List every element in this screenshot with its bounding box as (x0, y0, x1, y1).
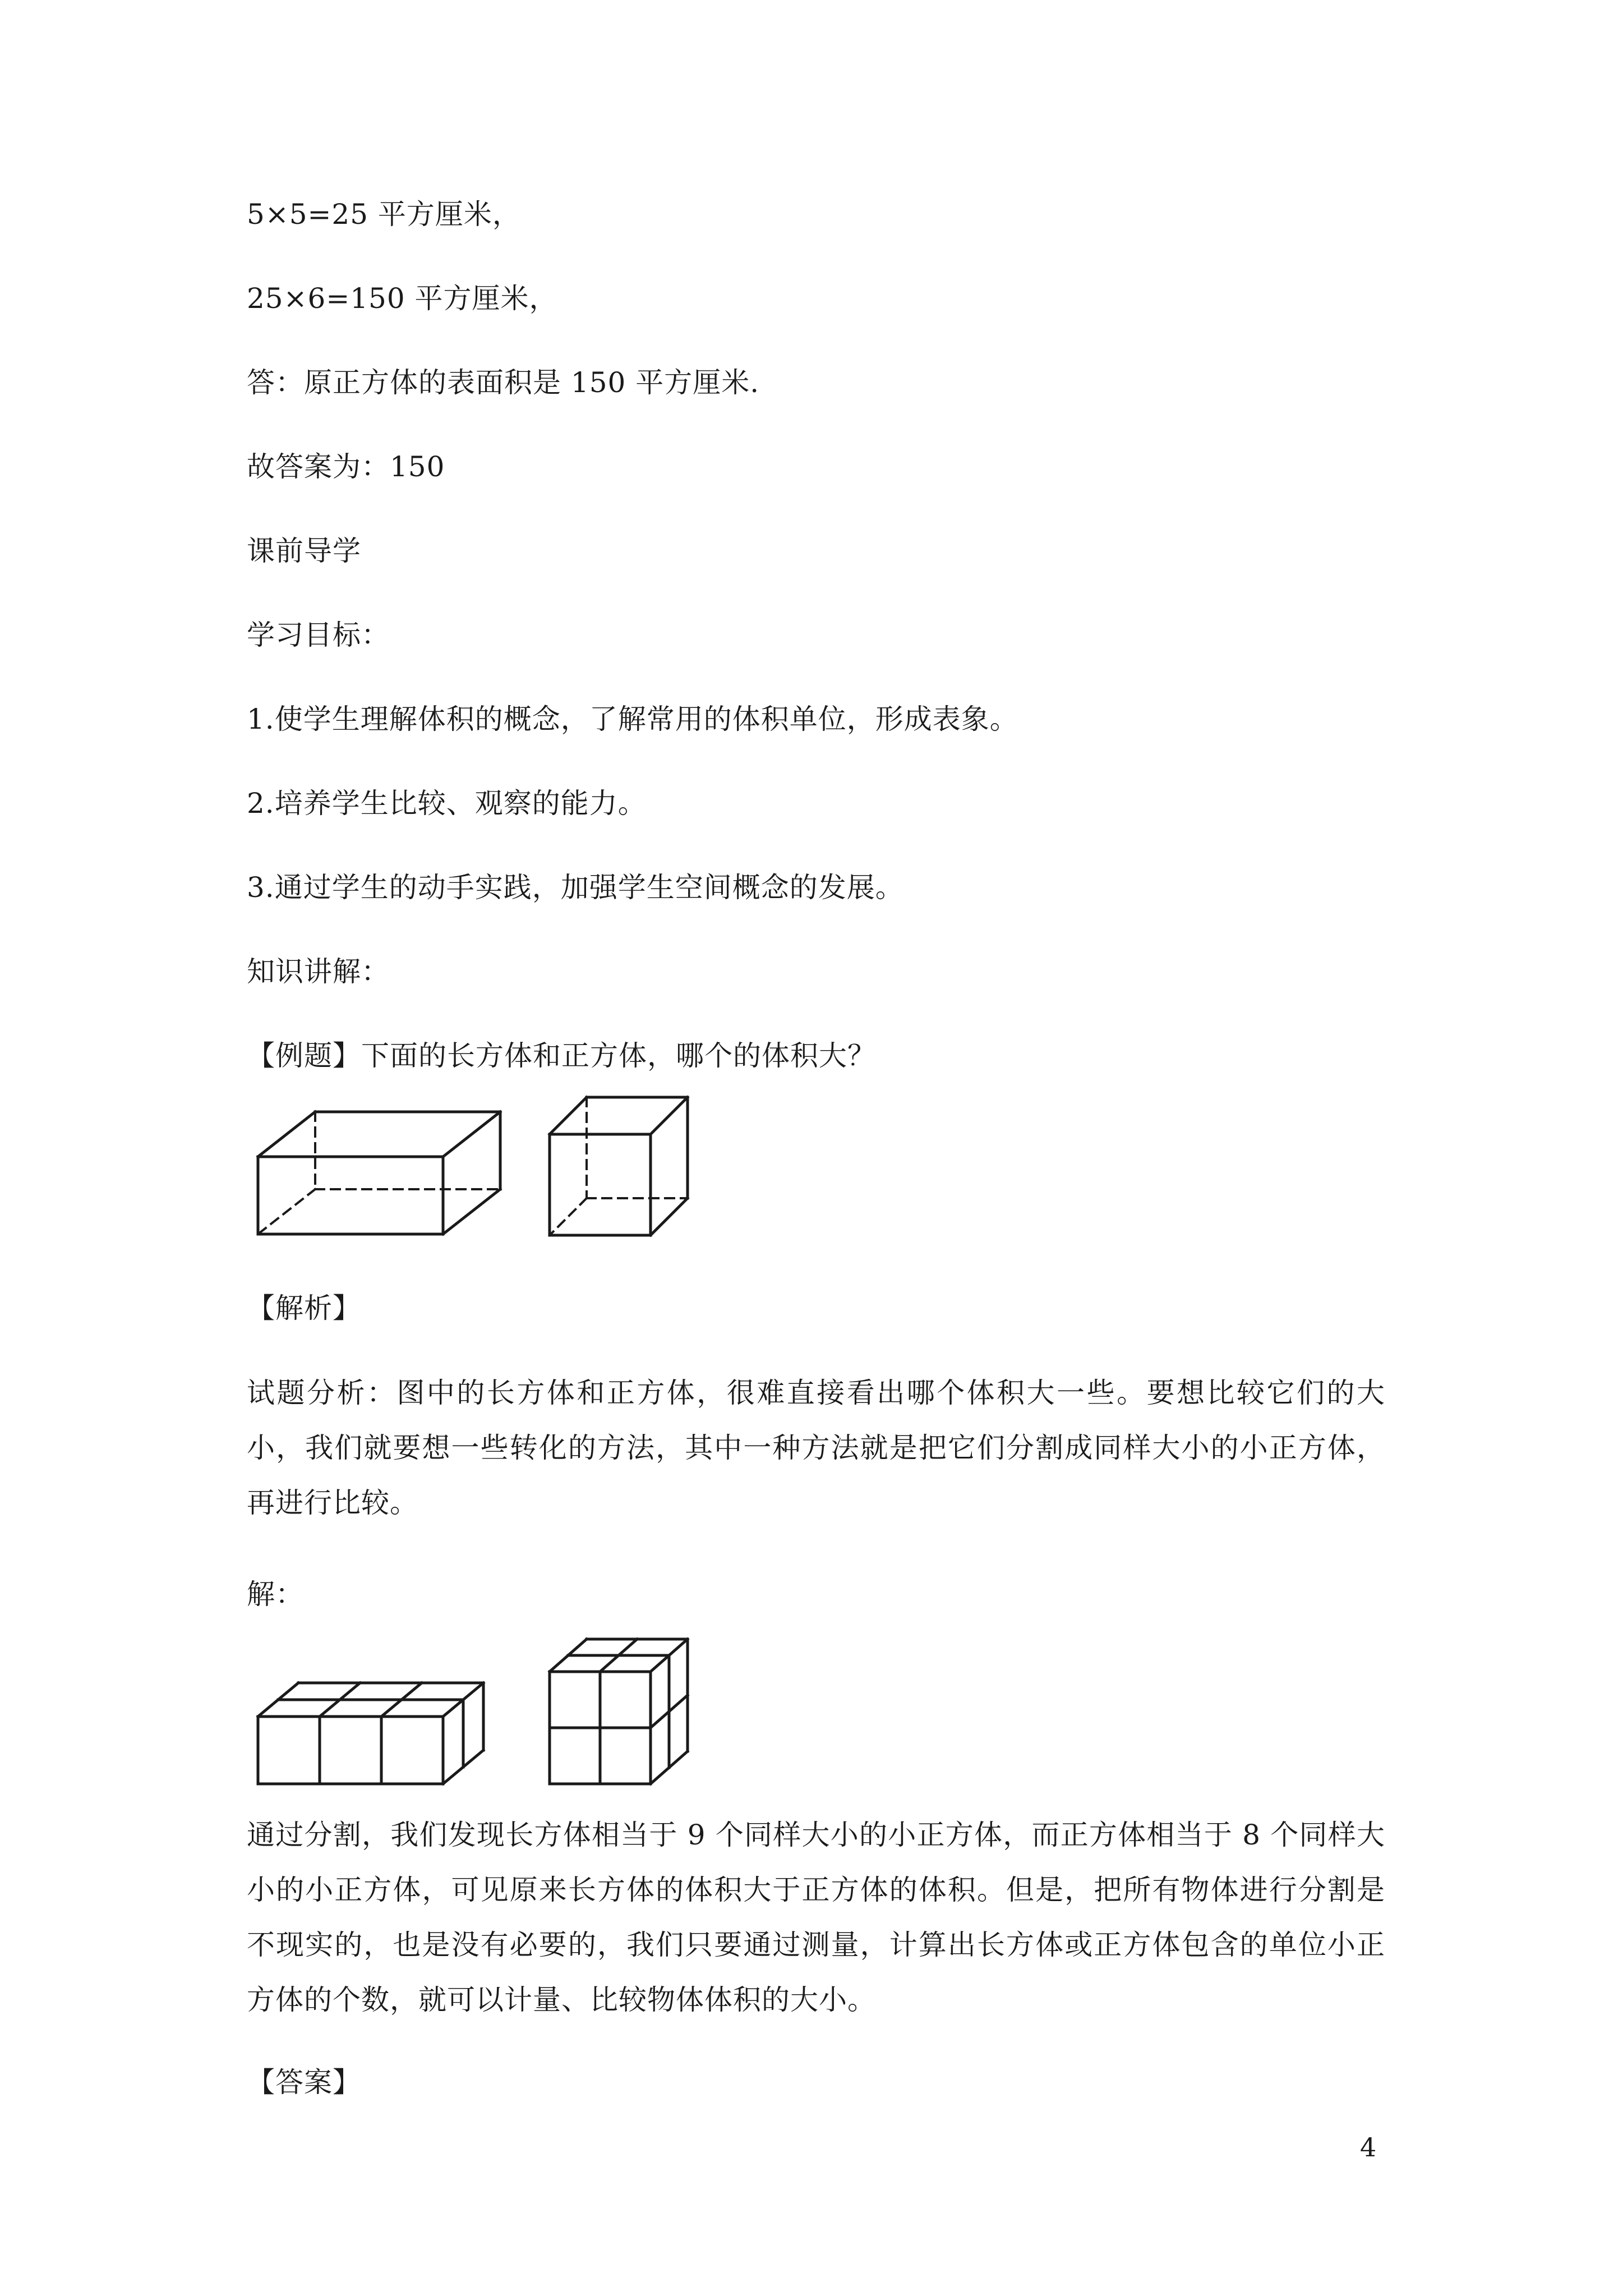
page-number: 4 (1360, 2132, 1377, 2162)
objectives-heading: 学习目标： (247, 619, 390, 651)
solution-label: 解： (247, 1578, 304, 1611)
objective-item-1: 1.使学生理解体积的概念，了解常用的体积单位，形成表象。 (247, 703, 1018, 735)
example-question: 【例题】下面的长方体和正方体，哪个的体积大？ (247, 1039, 876, 1072)
cube-drawing (550, 1097, 688, 1235)
analysis-text: 试题分析：图中的长方体和正方体，很难直接看出哪个体积大一些。要想比较它们的大小，我们就要想一些转化的方法，其中一种方法就是把它们分割成同样大小的小正方体，再进行比较。 (247, 1377, 1385, 1519)
cuboid-drawing (258, 1112, 500, 1234)
previous-answer: 答：原正方体的表面积是 150 平方厘米. (247, 366, 760, 399)
previous-final-answer: 故答案为：150 (247, 450, 445, 483)
section-heading-preview: 课前导学 (247, 535, 361, 567)
divided-cuboid-drawing (258, 1683, 483, 1784)
calc-line-2: 25×6=150 平方厘米， (247, 282, 558, 315)
objective-item-3: 3.通过学生的动手实践，加强学生空间概念的发展。 (247, 871, 904, 904)
knowledge-heading: 知识讲解： (247, 955, 390, 988)
calc-line-1: 5×5=25 平方厘米， (247, 198, 521, 231)
cuboid-cube-figure (247, 1088, 718, 1245)
divided-cube-drawing (550, 1639, 688, 1784)
analysis-heading: 【解析】 (247, 1292, 361, 1324)
divided-cubes-figure (247, 1627, 718, 1795)
answer-heading: 【答案】 (247, 2066, 361, 2099)
objective-item-2: 2.培养学生比较、观察的能力。 (247, 787, 647, 820)
conclusion-text: 通过分割，我们发现长方体相当于 9 个同样大小的小正方体，而正方体相当于 8 个同样大小的小正方体，可见原来长方体的体积大于正方体的体积。但是，把所有物体进行分割是不现实的，也是没有必要的，我们只要通过测量，计算出长方体或正方体包含的单位小正方体的个数，就可以计量、比较物体体积的大小。 (247, 1819, 1385, 2016)
